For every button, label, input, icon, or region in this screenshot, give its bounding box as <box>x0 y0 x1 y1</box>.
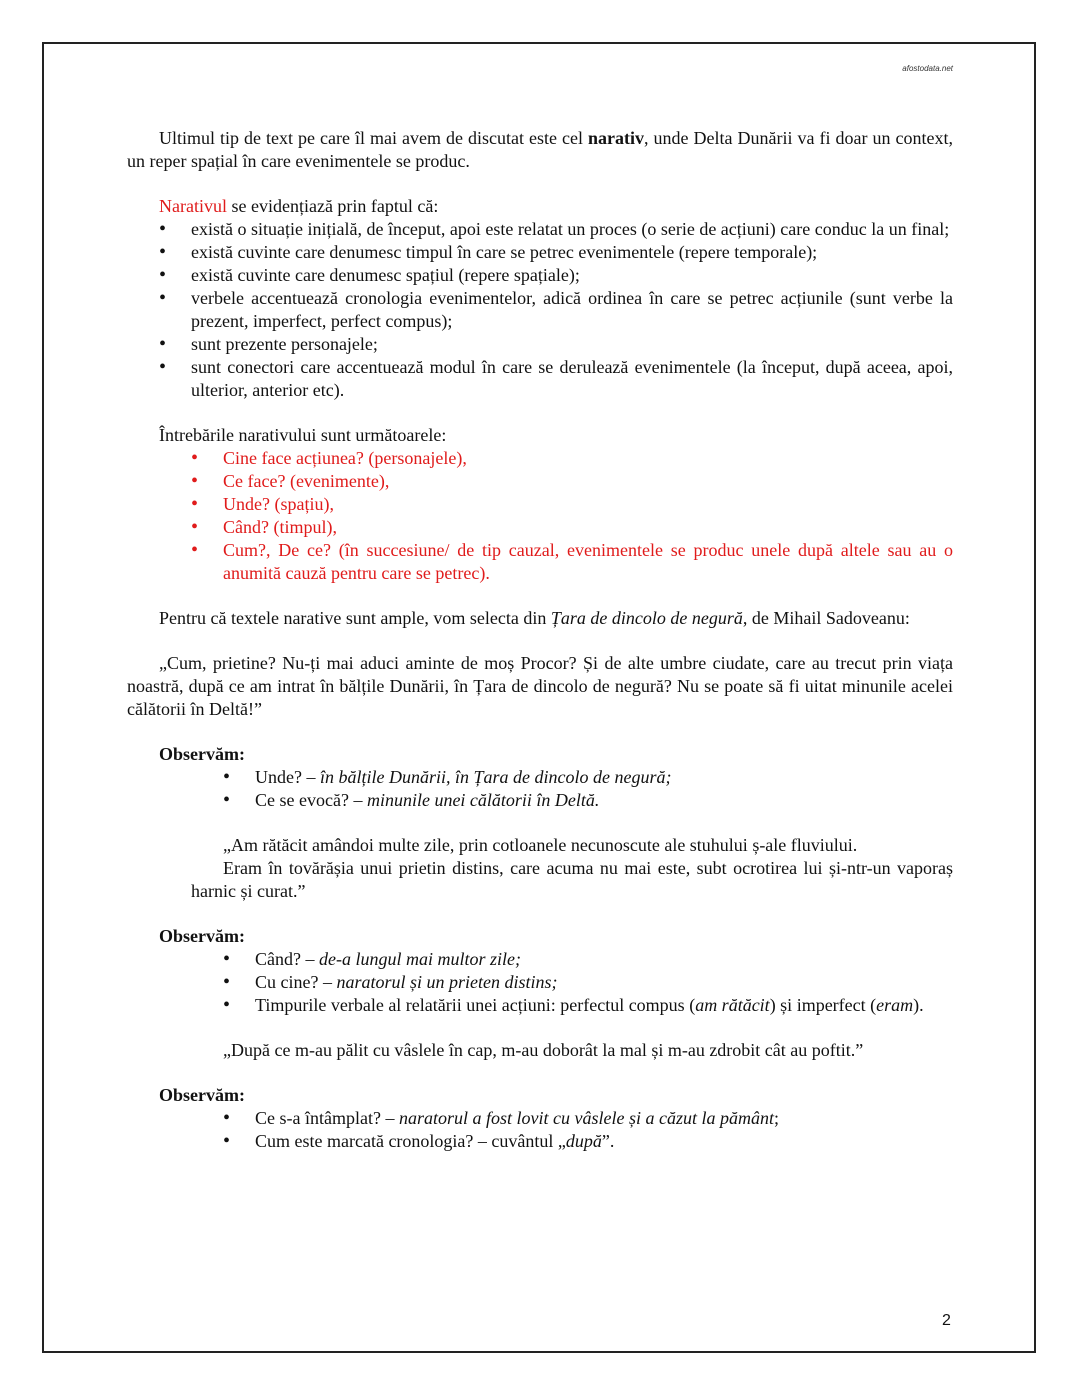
questions-list <box>127 447 953 585</box>
intro-bold: narativ <box>588 128 644 148</box>
list-item: • Cum este marcată cronologia? – cuvântul „după”. <box>255 1130 953 1153</box>
observations-2 <box>127 948 953 1017</box>
features-lead: Narativul se evidențiază prin faptul că: <box>159 196 439 216</box>
questions-lead: Întrebările narativului sunt următoarele: <box>159 425 447 445</box>
observation-label: Observăm: <box>159 926 245 946</box>
list-item: • sunt prezente personajele; <box>191 333 953 356</box>
list-item: • Unde? (spațiu), <box>223 493 953 516</box>
list-item: • verbele accentuează cronologia evenimentelor, adică ordinea în care se petrec acțiunile (sunt verbe la prezent, imperfect, perfect compus); <box>191 287 953 333</box>
intro-paragraph: Ultimul tip de text pe care îl mai avem de discutat este cel narativ, unde Delta Dunării va fi doar un context, un reper spațial în care evenimentele se produc. <box>127 128 953 171</box>
observation-label: Observăm: <box>159 744 245 764</box>
page-number: 2 <box>942 1312 951 1329</box>
source-paragraph: Pentru că textele narative sunt ample, vom selecta din Țara de dincolo de negură, de Mihail Sadoveanu: <box>159 608 910 628</box>
list-item: • există o situație inițială, de început, apoi este relatat un proces (o serie de acțiuni) care conduc la un final; <box>191 218 953 241</box>
observations-3 <box>127 1107 953 1153</box>
quote-2: „Am rătăcit amândoi multe zile, prin cotloanele necunoscute ale stuhului ș-ale fluviului. Eram în tovărășia unui prietin distins, care acuma nu mai este, subt ocrotirea lui și-ntr-un vaporaș harnic și curat.” <box>191 835 953 901</box>
list-item: • Ce se evocă? – minunile unei călătorii în Deltă. <box>255 789 953 812</box>
list-item: • Cum?, De ce? (în succesiune/ de tip cauzal, evenimentele se produc unele după altele sau au o anumită cauză pentru care se petrec). <box>223 539 953 585</box>
list-item: • există cuvinte care denumesc spațiul (repere spațiale); <box>191 264 953 287</box>
list-item: • Când? (timpul), <box>223 516 953 539</box>
book-title: Țara de dincolo de negură <box>550 608 743 628</box>
list-item: • Cine face acțiunea? (personajele), <box>223 447 953 470</box>
observations-1 <box>127 766 953 812</box>
features-list <box>127 218 953 402</box>
observation-label: Observăm: <box>159 1085 245 1105</box>
document-body <box>127 127 953 1153</box>
watermark: afostodata.net <box>902 64 953 73</box>
list-item: • Unde? – în bălțile Dunării, în Țara de dincolo de negură; <box>255 766 953 789</box>
list-item: • Timpurile verbale al relatării unei acțiuni: perfectul compus (am rătăcit) și imperfect (eram). <box>255 994 953 1017</box>
list-item: • Ce face? (evenimente), <box>223 470 953 493</box>
list-item: • sunt conectori care accentuează modul în care se derulează evenimentele (la început, după aceea, apoi, ulterior, anterior etc). <box>191 356 953 402</box>
list-item: • există cuvinte care denumesc timpul în care se petrec evenimentele (repere temporale); <box>191 241 953 264</box>
list-item: • Ce s-a întâmplat? – naratorul a fost lovit cu vâslele și a căzut la pământ; <box>255 1107 953 1130</box>
list-item: • Când? – de-a lungul mai multor zile; <box>255 948 953 971</box>
list-item: • Cu cine? – naratorul și un prieten distins; <box>255 971 953 994</box>
quote-1: „Cum, prietine? Nu-ți mai aduci aminte de moș Procor? Și de alte umbre ciudate, care au trecut prin viața noastră, după ce am intrat în bălțile Dunării, în Țara de dincolo de negură? Nu se poate să fi uitat minunile acelei călătorii în Deltă!” <box>127 653 953 719</box>
quote-3: „După ce m-au pălit cu vâslele în cap, m-au doborât la mal și m-au zdrobit cât au poftit.” <box>223 1040 864 1060</box>
